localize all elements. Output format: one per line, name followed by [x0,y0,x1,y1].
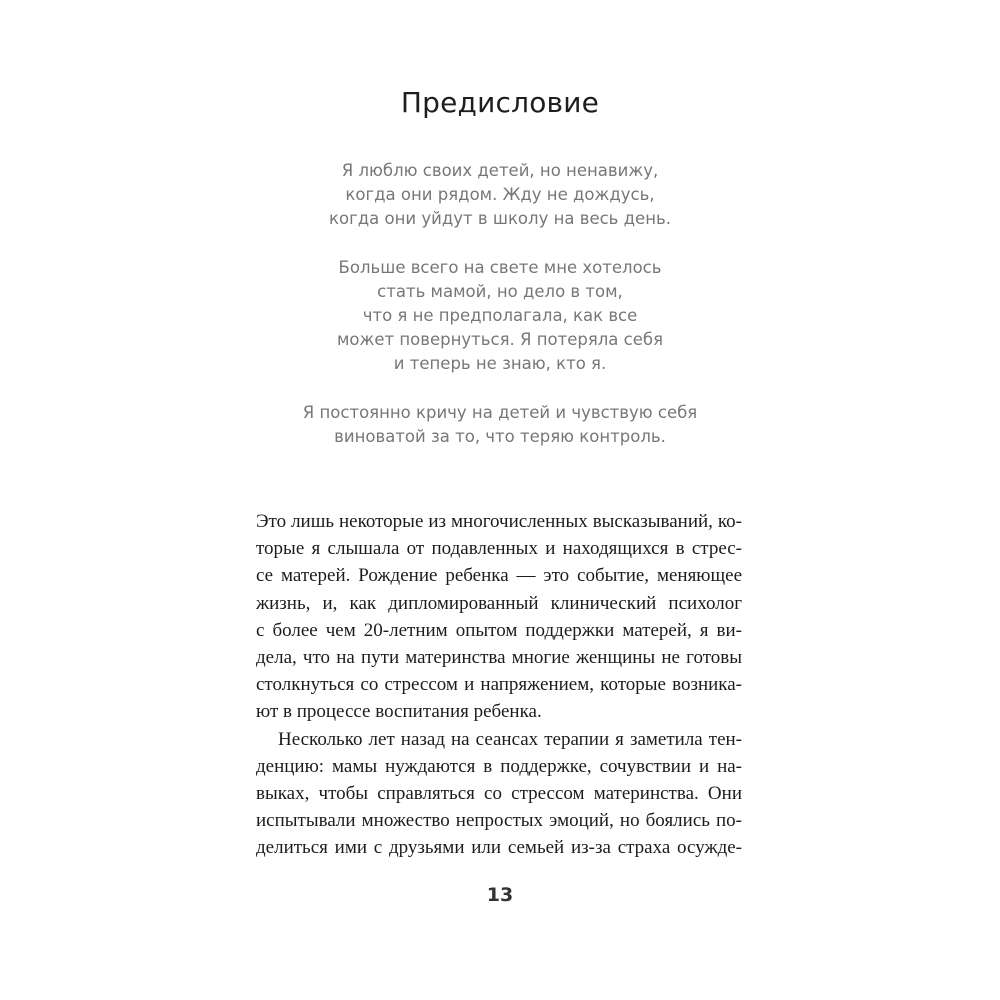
body-line: столкнуться со стрессом и напряжением, которые возника- [256,674,742,696]
epigraph-quotes [0,159,1000,449]
body-line: Несколько лет назад на сеансах терапии я заметила тен- [278,728,742,750]
quote-line: виноватой за то, что теряю контроль. [334,427,666,446]
body-line: выках, чтобы справляться со стрессом материнства. Они [256,782,742,804]
body-text [256,508,742,861]
quote-line: и теперь не знаю, кто я. [393,354,607,373]
body-paragraph [256,726,742,862]
quote-line: может повернуться. Я потеряла себя [336,330,663,349]
quote-block [0,159,1000,231]
body-line: се матерей. Рождение ребенка — это событие, меняющее [256,565,742,587]
body-paragraph [256,508,742,726]
quote-line: стать мамой, но дело в том, [377,282,623,301]
body-line: денцию: мамы нуждаются в поддержке, сочувствии и на- [256,755,742,777]
quote-line: Больше всего на свете мне хотелось [338,258,662,277]
quote-line: когда они уйдут в школу на весь день. [329,209,671,228]
page-title: Предисловие [400,86,600,119]
quote-line: что я не предполагала, как все [362,306,638,325]
body-line: торые я слышала от подавленных и находящихся в стрес- [256,538,742,560]
body-line: с более чем 20-летним опытом поддержки матерей, я ви- [256,619,742,641]
body-line: ют в процессе воспитания ребенка. [256,701,542,723]
quote-spacer [0,376,1000,401]
quote-line: Я постоянно кричу на детей и чувствую себя [302,403,698,422]
body-line: делиться ими с друзьями или семьей из-за страха осужде- [256,837,742,859]
quote-block [0,256,1000,376]
body-line: испытывали множество непростых эмоций, но боялись по- [256,810,742,832]
quote-line: Я люблю своих детей, но ненавижу, [341,161,659,180]
quote-spacer [0,231,1000,256]
body-line: дела, что на пути материнства многие женщины не готовы [256,646,742,668]
body-line: Это лишь некоторые из многочисленных высказываний, ко- [256,511,742,532]
body-line: жизнь, и, как дипломированный клинический психолог [256,592,742,614]
quote-line: когда они рядом. Жду не дождусь, [345,185,655,204]
quote-block [0,401,1000,449]
page-number: 13 [486,884,514,906]
